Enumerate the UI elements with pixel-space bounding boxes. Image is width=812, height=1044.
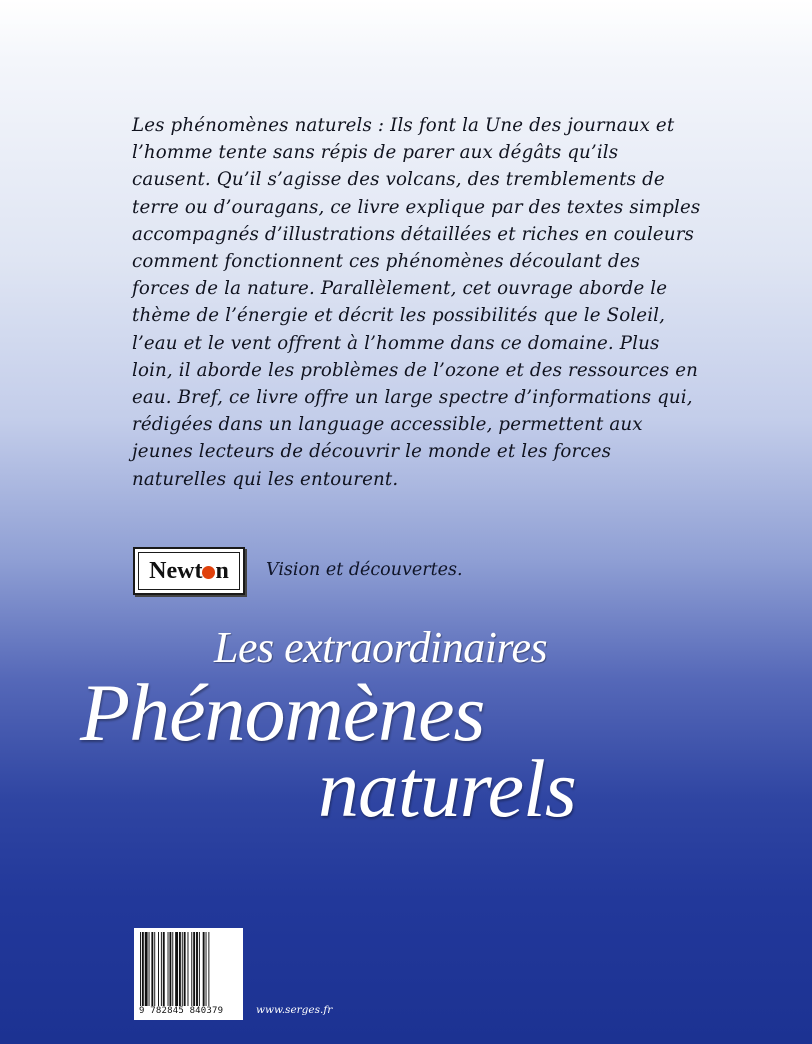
barcode-stripe [179, 932, 181, 1006]
title-line-3: naturels [318, 743, 576, 834]
logo-text-part2: t [194, 557, 203, 584]
barcode-stripe [206, 932, 207, 1006]
barcode-stripe [151, 932, 153, 1006]
barcode-stripe [203, 932, 205, 1006]
barcode-stripe [163, 932, 165, 1006]
blurb-text: Les phénomènes naturels : Ils font la Une des journaux et l’homme tente sans répis de parer aux dégâts qu’ils causent. Qu’il s’agisse des volcans, des tremblements de terre ou d’ouragans, ce livre explique par des textes simples accompagnés d’illustrations détaillées et riches en couleurs comment fonctionnent ces phénomènes découlant des forces de la nature. Parallèlement, cet ouvrage aborde le thème de l’énergie et décrit les possibilités que le Soleil, l’eau et le vent offrent à l’homme dans ce domaine. Plus loin, il aborde les problèmes de l’ozone et des ressources en eau. Bref, ce livre offre un large spectre d’informations qui, rédigées dans un language accessible, permettent aux jeunes lecteurs de découvrir le monde et les forces naturelles qui les entourent. [132, 115, 701, 490]
barcode-stripe [154, 932, 155, 1006]
barcode [134, 928, 243, 1020]
barcode-stripe [142, 932, 144, 1006]
barcode-stripe [169, 932, 171, 1006]
barcode-stripe [199, 932, 200, 1006]
logo-text-part3: n [215, 557, 229, 584]
barcode-stripe [193, 932, 195, 1006]
barcode-stripe [149, 932, 150, 1006]
barcode-stripe [191, 932, 192, 1006]
barcode-stripe [175, 932, 178, 1006]
barcode-stripe [196, 932, 198, 1006]
barcode-stripe [184, 932, 186, 1006]
barcode-stripe [172, 932, 173, 1006]
isbn-number: 9 782845 840379 [139, 1006, 224, 1016]
newton-logo [133, 547, 245, 595]
barcode-stripe [145, 932, 148, 1006]
website-url: www.serges.fr [256, 1004, 333, 1016]
barcode-stripe [168, 932, 169, 1006]
barcode-stripe [208, 932, 209, 1006]
logo-text-part1: New [149, 557, 195, 584]
barcode-stripe [182, 932, 183, 1006]
barcode-stripe [158, 932, 159, 1006]
barcode-stripe [140, 932, 141, 1006]
apple-icon [202, 566, 215, 579]
title-line-2: Phénomènes [80, 667, 485, 758]
barcode-bars [139, 932, 238, 1006]
barcode-stripe [188, 932, 189, 1006]
series-tagline: Vision et découvertes. [266, 560, 463, 580]
barcode-stripe [161, 932, 162, 1006]
title-line-1: Les extraordinaires [214, 623, 548, 672]
